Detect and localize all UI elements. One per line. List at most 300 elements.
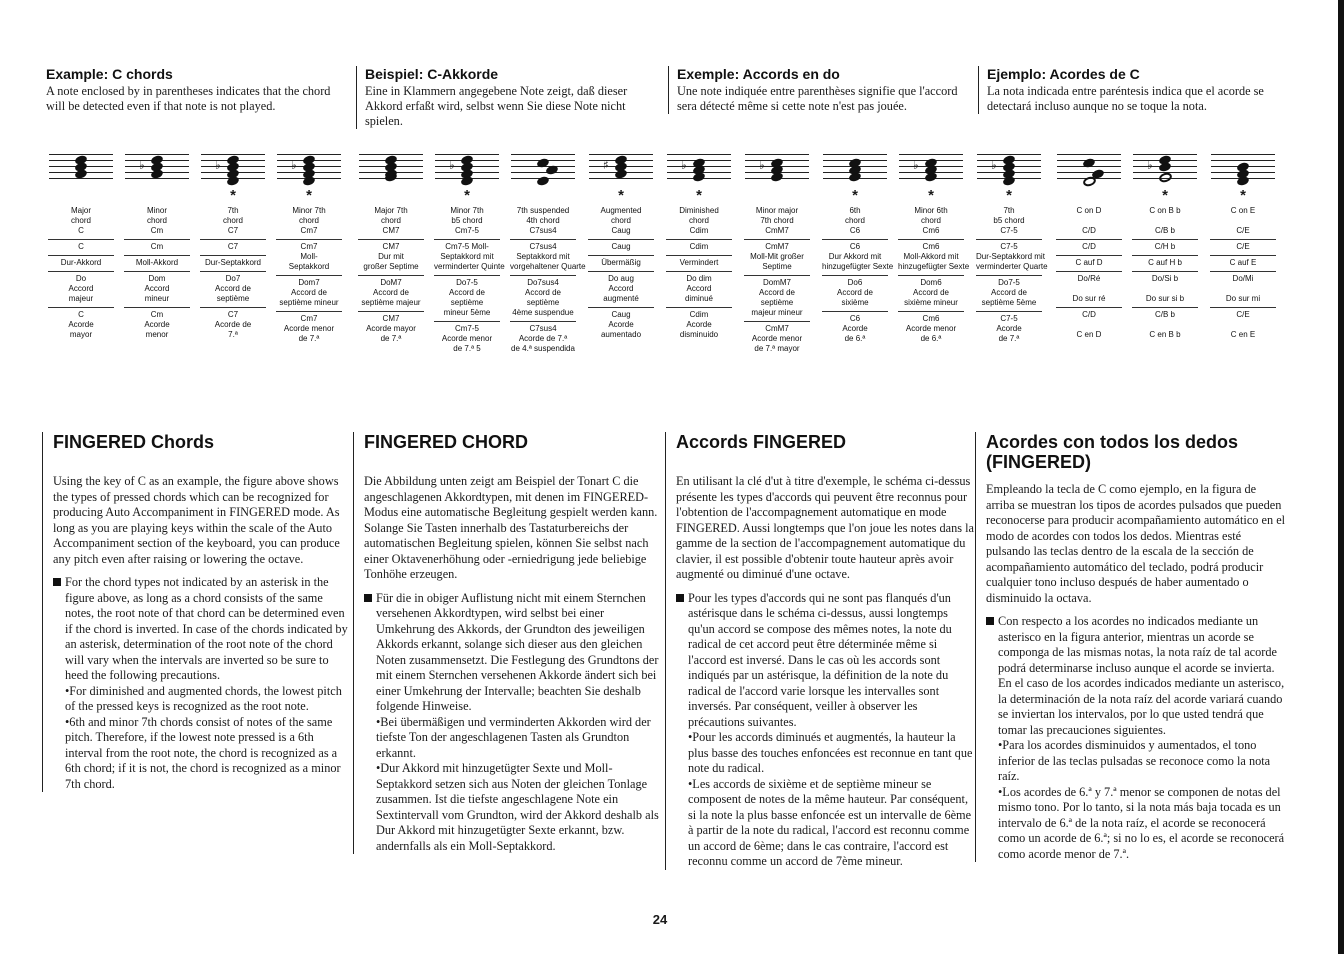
chord-name-fr — [1132, 255, 1198, 271]
chord-name-line: Accord de — [912, 288, 950, 297]
chord-name-line: C — [78, 310, 84, 319]
section-note: •For diminished and augmented chords, the lowest pitch of the pressed keys is recognized as the root note. — [65, 683, 342, 713]
chord-name-de — [822, 239, 894, 275]
chord-name-line: hinzugefügter Sexte — [822, 262, 894, 271]
section-note: •Los acordes de 6.ª y 7.ª menor se componen de notas del mismo tono. Por lo tanto, si la nota más baja tocada es un intervalo de 6.ª de la nota raíz, el acorde se reconocerá como un acorde de 6.ª; si no lo es, el acorde se reconocerá como acorde menor de 7.ª. — [998, 784, 1285, 861]
chord-name-line: 7.ª — [228, 330, 238, 339]
chord-name-it — [898, 275, 964, 311]
chord-name-line: chord — [920, 216, 941, 225]
section-bullet: Pour les types d'accords qui ne sont pas flanqués d'un astérisque dans le schéma ci-dessus, aussi longtemps qu'un accord se compose des mêmes notes, la note du radical de cet accord peut être déterminée même si l'accord est inversé. Dans le cas où les accords sont indiqués par un astérisque, la définition de la note du radical de l'accord varie lorsque les intervalles sont inversés. Par conséquent, veiller à observer les précautions suivantes. — [676, 591, 974, 731]
chord-name-line: Acorde menor — [905, 324, 957, 333]
chord-name-line: chord — [688, 216, 709, 225]
chord-name-fr — [124, 255, 190, 271]
music-staff — [359, 148, 423, 188]
chord-name-it — [510, 275, 576, 321]
chord-name-line: Cm6 — [922, 314, 940, 323]
chord-name-line: C on E — [1230, 206, 1256, 215]
chord-name-line: septième majeur — [361, 298, 421, 307]
section-note: •Bei übermäßigen und verminderten Akkorden wird der tiefste Ton der angeschlagenen Tasten als Grundton erkannt. — [376, 714, 651, 760]
chord-column — [976, 148, 1048, 347]
chord-name-line: verminderter Quarte — [976, 262, 1048, 271]
example-text: Eine in Klammern angegebene Note zeigt, daß dieser Akkord erfaßt wird, selbst wenn Sie diese Note nicht spielen. — [365, 84, 628, 128]
music-staff — [745, 148, 809, 188]
chord-name-line: C — [78, 226, 84, 235]
chord-name-line: 7th — [1003, 206, 1015, 215]
music-staff — [977, 148, 1041, 188]
chord-name-line: Major — [70, 206, 91, 215]
chord-name-line: Cm — [150, 226, 164, 235]
asterisk-marker: * — [464, 187, 470, 204]
chord-name-line — [1210, 284, 1276, 294]
chord-name-it — [822, 275, 888, 311]
chord-name-en — [276, 204, 342, 239]
chord-name-fr — [200, 255, 266, 271]
chord-name-line: Cm — [150, 310, 164, 319]
chord-column — [898, 148, 970, 347]
chord-column — [276, 148, 342, 347]
chord-name-line: Septime — [762, 262, 792, 271]
chord-name-line: C en B b — [1149, 330, 1181, 339]
music-staff — [277, 148, 341, 188]
chord-name-es — [666, 307, 732, 343]
section-bullet: Con respecto a los acordes no indicados mediante un asterisco en la figura anterior, mientras un acorde se componga de las mismas notas, la nota raíz de tal acorde podrá determinarse incluso aunque el acorde se invierta. En el caso de los acordes indicados mediante un asterisco, la determinación de la nota raíz del acorde variará cuando se inviertan los intervalos, por lo que usted tendrá que tomar las precauciones siguientes. — [986, 614, 1287, 738]
chord-name-line: CmM7 — [765, 324, 789, 333]
music-staff — [1057, 148, 1121, 188]
chord-name-line: C7 — [227, 242, 239, 251]
chord-name-line: Do6 — [847, 278, 863, 287]
chord-name-line: C6 — [849, 314, 861, 323]
chord-name-it — [588, 271, 654, 307]
chord-name-line: Cm — [150, 242, 164, 251]
chord-name-line: Dur-Akkord — [60, 258, 102, 267]
section-bullet: For the chord types not indicated by an asterisk in the figure above, as long as a chord consists of the same notes, the root note of that chord can be determined even if the chord is inverted. In case of the chords indicated by an asterisk, determination of the root note of the chord will vary when the intervals are inverted so be sure to heed the following precautions. — [53, 575, 348, 684]
asterisk-marker — [744, 188, 810, 204]
chord-name-de — [276, 239, 342, 275]
chord-name-es — [48, 307, 114, 343]
chord-name-line: C7-5 — [1000, 242, 1018, 251]
chord-name-line: majeur — [68, 294, 94, 303]
chord-name-line: Acorde — [842, 324, 868, 333]
chord-name-es — [200, 307, 266, 343]
chord-name-fr — [666, 255, 732, 271]
chord-name-line: Dom7 — [298, 278, 320, 287]
notehead — [536, 175, 550, 186]
chord-name-line: 6th — [849, 206, 861, 215]
accidental-icon: ♭ — [291, 158, 297, 172]
chord-name-en — [588, 204, 654, 239]
chord-name-line: Septakkord mit — [440, 252, 494, 261]
chord-name-fr — [1056, 255, 1122, 271]
example-text: A note enclosed by in parentheses indicates that the chord will be detected even if that note is not played. — [46, 84, 331, 113]
section-intro: Using the key of C as an example, the figure above shows the types of pressed chords which can be recognized for producing Auto Accompaniment in FINGERED mode. As long as you are playing keys within the scale of the Auto Accompaniment section of the keyboard, you can produce any pitch even after raising or lowering the octave. — [53, 474, 340, 566]
chord-name-line: Do7sus4 — [527, 278, 559, 287]
chord-name-it — [200, 271, 266, 307]
music-staff — [1133, 148, 1197, 188]
chord-name-it — [358, 275, 424, 311]
chord-name-fr — [588, 255, 654, 271]
chord-name-de — [588, 239, 654, 255]
accidental-icon: ♭ — [1147, 158, 1153, 172]
chord-name-line: DoM7 — [380, 278, 402, 287]
chord-name-line: 7th suspended — [516, 206, 570, 215]
chord-name-en — [976, 204, 1042, 239]
chord-name-line: Diminished — [679, 206, 719, 215]
chord-name-line: großer Septime — [363, 262, 419, 271]
asterisk-marker: * — [618, 187, 624, 204]
chord-name-line — [1132, 284, 1198, 294]
chord-name-line: C/B b — [1154, 226, 1175, 235]
music-staff — [1211, 148, 1275, 188]
chord-name-line: Accord — [68, 284, 94, 293]
chord-name-de — [666, 239, 732, 255]
accidental-icon: ♯ — [603, 158, 609, 172]
chord-name-line: C/E — [1236, 242, 1250, 251]
chord-name-line: Acorde de — [214, 320, 252, 329]
chord-name-line: chord — [146, 216, 167, 225]
chord-name-line: C/E — [1236, 310, 1250, 319]
chord-name-de — [358, 239, 424, 275]
chord-name-line: C/D — [1082, 226, 1096, 235]
asterisk-marker: * — [696, 187, 702, 204]
chord-name-es — [898, 311, 964, 347]
chord-name-line — [1056, 284, 1122, 294]
chord-name-line: C/B b — [1154, 310, 1175, 319]
music-staff — [201, 148, 265, 188]
chord-name-line: septième mineur — [279, 298, 339, 307]
chord-name-line: chord — [222, 216, 243, 225]
section-intro: Empleando la tecla de C como ejemplo, en la figura de arriba se muestran los tipos de acordes pulsados que pueden reconocerse para producir acompañamiento automático en el modo de acordes con todos los dedos. Mientras esté pulsando las teclas dentro de la escala de la sección de acompañamiento automático del teclado, podrá producir cualquier tono incluso después de haber aumentado o disminuido la octava. — [986, 482, 1286, 605]
chord-name-line: C auf E — [1229, 258, 1257, 267]
chord-name-line: Do7-5 — [998, 278, 1020, 287]
chord-name-es — [1056, 307, 1122, 343]
section-intro: Die Abbildung unten zeigt am Beispiel der Tonart C die angeschlagenen Akkordtypen, mit denen im FINGERED-Modus eine automatische Begleitung gespielt werden kann. Solange Sie Tasten innerhalb des Tastaturbereichs der automatischen Begleitung spielen, können Sie selbst nach einer Oktavenerhöhung oder -erniedrigung jede beliebige Tonhöhe erzeugen. — [364, 474, 658, 581]
chord-names — [200, 204, 266, 343]
chord-name-line: Vermindert — [679, 258, 719, 267]
example-text: La nota indicada entre paréntesis indica que el acorde se detectará incluso aunque no se toque la nota. — [987, 84, 1264, 113]
chord-name-it — [124, 271, 190, 307]
chord-name-line: b5 chord — [993, 216, 1025, 225]
chord-name-line: C auf D — [1075, 258, 1103, 267]
chord-name-it — [1132, 271, 1198, 307]
chord-name-line: 4th chord — [526, 216, 560, 225]
chord-name-line: septième — [526, 298, 560, 307]
music-staff — [899, 148, 963, 188]
chord-name-line: Minor 6th — [914, 206, 948, 215]
chord-name-line: Accord de — [836, 288, 874, 297]
chord-name-line — [1132, 216, 1198, 226]
chord-name-line: C on B b — [1149, 206, 1181, 215]
example-heading: Beispiel: C-Akkorde — [365, 66, 499, 82]
chord-name-line: Cm7 — [300, 242, 318, 251]
chord-name-line: Moll-Akkord mit — [903, 252, 959, 261]
section-note: •Pour les accords diminués et augmentés, la hauteur la plus basse des touches enfoncées est reconnue en tant que note du radical. — [688, 730, 973, 775]
chord-name-it — [1210, 271, 1276, 307]
chord-name-line: Minor major — [755, 206, 799, 215]
asterisk-marker: * — [928, 187, 934, 204]
chord-name-line: C auf H b — [1148, 258, 1182, 267]
chord-name-line: C/D — [1082, 242, 1096, 251]
chord-name-line: Caug — [611, 242, 631, 251]
chord-name-line: Minor 7th — [450, 206, 484, 215]
chord-column — [200, 148, 266, 343]
chord-name-en — [666, 204, 732, 239]
chord-name-line: Caug — [611, 226, 631, 235]
chord-name-en — [510, 204, 576, 239]
accidental-icon: ♭ — [991, 158, 997, 172]
chord-name-line: Moll- — [300, 252, 318, 261]
chord-name-line: aumentado — [600, 330, 642, 339]
music-staff — [667, 148, 731, 188]
chord-name-it — [976, 275, 1042, 311]
chord-name-line: menor — [145, 330, 169, 339]
chord-name-line: C7sus4 — [529, 242, 557, 251]
chord-name-line: septième — [450, 298, 484, 307]
chord-name-line: CM7 — [382, 242, 400, 251]
section-fr — [665, 432, 974, 870]
chord-name-de — [434, 239, 505, 275]
chord-name-line: septième 5ème — [981, 298, 1037, 307]
chord-names — [976, 204, 1048, 347]
chord-name-line: Accord — [686, 284, 712, 293]
example-heading: Example: C chords — [46, 66, 173, 82]
section-en — [42, 432, 348, 792]
chord-name-line: Acorde menor — [751, 334, 803, 343]
chord-name-line: verminderter Quinte — [434, 262, 505, 271]
chord-column — [124, 148, 190, 343]
chord-name-en — [898, 204, 964, 239]
chord-name-line: C en D — [1076, 330, 1102, 339]
chord-name-en — [1210, 204, 1276, 239]
chord-name-de — [1132, 239, 1198, 255]
example-en — [46, 66, 352, 114]
chord-name-line: 7th — [227, 206, 239, 215]
chord-name-fr — [1210, 255, 1276, 271]
chord-column — [588, 148, 654, 343]
chord-name-line: C — [78, 242, 84, 251]
chord-name-line: C6 — [849, 242, 861, 251]
chord-name-en — [822, 204, 888, 239]
accidental-icon: ♭ — [139, 158, 145, 172]
chord-name-line: Do sur si b — [1145, 294, 1185, 303]
chord-names — [48, 204, 114, 343]
chord-name-it — [434, 275, 500, 321]
chord-name-it — [48, 271, 114, 307]
chord-name-es — [434, 321, 500, 357]
chord-name-line: augmenté — [603, 294, 639, 303]
chord-names — [744, 204, 810, 357]
chord-name-line — [1210, 216, 1276, 226]
chord-name-line: Acorde mayor — [366, 324, 416, 333]
chord-name-line: de 7.ª — [298, 334, 320, 343]
chord-name-line: de 7.ª — [998, 334, 1020, 343]
chord-name-line: CmM7 — [765, 226, 789, 235]
chord-name-es — [822, 311, 888, 347]
accidental-icon: ♭ — [215, 158, 221, 172]
asterisk-marker: * — [230, 187, 236, 204]
chord-name-line: de 6.ª — [920, 334, 942, 343]
notehead — [1158, 171, 1173, 184]
chord-name-line: hinzugefügter Sexte — [898, 262, 970, 271]
chord-name-es — [1210, 307, 1276, 343]
chord-name-line: Dur mit — [378, 252, 404, 261]
chord-name-line: Acorde menor — [283, 324, 335, 333]
chord-name-line: Übermäßig — [601, 258, 641, 267]
example-es — [978, 66, 1284, 114]
chord-name-es — [744, 321, 810, 357]
music-staff — [589, 148, 653, 188]
chord-name-line: chord — [298, 216, 319, 225]
chord-name-line: C6 — [849, 226, 861, 235]
chord-name-line: mineur — [144, 294, 170, 303]
chord-name-line: Do aug — [608, 274, 634, 283]
chord-name-line — [1056, 320, 1122, 330]
chord-name-line: Cm7-5 Moll- — [445, 242, 489, 251]
chord-name-line: DomM7 — [762, 278, 791, 287]
chord-name-line: chord — [380, 216, 401, 225]
chord-name-line: Dur Akkord mit — [828, 252, 882, 261]
chord-name-it — [1056, 271, 1122, 307]
music-staff — [823, 148, 887, 188]
chord-name-line: C7-5 — [1000, 314, 1018, 323]
chord-name-line: C on D — [1076, 206, 1102, 215]
chord-name-fr — [48, 255, 114, 271]
section-intro: En utilisant la clé d'ut à titre d'exemple, le schéma ci-dessus présente les types d'accords qui peuvent être reconnus pour l'obtention de l'accompagnement automatique en mode FINGERED. Aussi longtemps que l'on joue les notes dans la gamme de la section de l'accompagnement automatique du clavier, il est possible d'obtenir toute hauteur après avoir augmenté ou diminué d'une octave. — [676, 474, 975, 581]
chord-name-line: majeur mineur — [751, 308, 803, 317]
chord-name-line: Do/Si b — [1151, 274, 1179, 283]
chord-column — [434, 148, 505, 357]
asterisk-marker — [1056, 188, 1122, 204]
chord-column — [48, 148, 114, 343]
asterisk-marker: * — [1240, 187, 1246, 204]
page-edge-bar — [1338, 0, 1344, 954]
chord-name-es — [588, 307, 654, 343]
chord-name-line: C/H b — [1154, 242, 1176, 251]
chord-name-line: Cm7-5 — [454, 226, 479, 235]
chord-name-es — [510, 321, 576, 357]
chord-names — [510, 204, 586, 357]
chord-name-line: C/D — [1082, 310, 1096, 319]
chord-column — [744, 148, 810, 357]
asterisk-marker — [358, 188, 424, 204]
music-staff — [125, 148, 189, 188]
chord-name-line: 4ème suspendue — [512, 308, 574, 317]
chord-name-line: C7 — [227, 226, 239, 235]
chord-column — [1056, 148, 1122, 343]
chord-name-line: Accord de — [214, 284, 252, 293]
asterisk-marker: * — [1162, 187, 1168, 204]
chord-name-line: Acorde — [68, 320, 94, 329]
chord-name-line: Acorde — [686, 320, 712, 329]
section-heading: Accords FINGERED — [676, 432, 847, 452]
chord-name-line: vorgehaltener Quarte — [510, 262, 586, 271]
chord-names — [1132, 204, 1198, 343]
accidental-icon: ♭ — [449, 158, 455, 172]
chord-name-line — [1056, 216, 1122, 226]
section-es — [975, 432, 1287, 862]
chord-name-line: Cdim — [689, 226, 709, 235]
chord-name-line: Minor 7th — [292, 206, 326, 215]
chord-name-line: Accord de — [524, 288, 562, 297]
chord-name-line: sixième mineur — [904, 298, 958, 307]
chord-names — [588, 204, 654, 343]
chord-name-line: Accord — [144, 284, 170, 293]
chord-name-line: b5 chord — [451, 216, 483, 225]
chord-names — [434, 204, 505, 357]
chord-name-line: mineur 5ème — [443, 308, 491, 317]
chord-name-line: Dom6 — [920, 278, 942, 287]
chord-name-line: Augmented — [600, 206, 642, 215]
chord-name-line: CmM7 — [765, 242, 789, 251]
chord-name-line: diminué — [684, 294, 713, 303]
example-heading: Exemple: Accords en do — [677, 66, 840, 82]
chord-name-line: chord — [610, 216, 631, 225]
accidental-icon: ♭ — [759, 158, 765, 172]
example-text: Une note indiquée entre parenthèses signifie que l'accord sera détecté même si cette note n'est pas jouée. — [677, 84, 958, 113]
chord-name-line: CM7 — [382, 226, 400, 235]
chord-name-line: septième — [760, 298, 794, 307]
example-de — [356, 66, 662, 129]
chord-name-it — [276, 275, 342, 311]
chord-name-line: de 7.ª mayor — [754, 344, 800, 353]
chord-name-line: Do/Mi — [1232, 274, 1254, 283]
chord-name-en — [1056, 204, 1122, 239]
chord-name-line: Do dim — [686, 274, 712, 283]
asterisk-marker — [124, 188, 190, 204]
chord-name-line: Dom — [148, 274, 166, 283]
chord-name-line: Cdim — [689, 242, 709, 251]
chord-names — [1056, 204, 1122, 343]
section-note: •Dur Akkord mit hinzugetügter Sexte und Moll-Septakkord setzen sich aus Noten der gleichen Tonlage zusammen. Ist die tiefste angeschlagene Note ein Sextintervall vom Grundton, wird der Akkord deshalb als Dur Akkord mit hinzugetügter Sexte erkannt, bzw. andernfalls als ein Moll-Septakkord. — [376, 761, 659, 853]
chord-names — [898, 204, 970, 347]
chord-name-line: Do sur ré — [1072, 294, 1106, 303]
chord-name-line: Cdim — [689, 310, 709, 319]
chord-name-es — [976, 311, 1042, 347]
section-bullet: Für die in obiger Auflistung nicht mit einem Sternchen versehenen Akkordtypen, wird selbst bei einer Umkehrung des Akkords, der Grundton des jeweiligen Akkords erkannt, solange sich dieser aus den gleichen Noten zusammensetzt. Die Festlegung des Grundtons der mit einem Sternchen versehenen Akkorde ändert sich bei einer Umkehrung der Intervalle; beachten Sie deshalb folgende Hinweise. — [364, 591, 660, 715]
chord-name-line: Cm7 — [300, 226, 318, 235]
section-heading: FINGERED Chords — [53, 432, 215, 452]
chord-name-de — [48, 239, 114, 255]
section-de — [353, 432, 660, 854]
chord-name-line: C7-5 — [1000, 226, 1018, 235]
chord-names — [358, 204, 424, 347]
example-fr — [668, 66, 972, 114]
chord-names — [276, 204, 342, 347]
section-note: •Les accords de sixième et de septième mineur se composent de notes de la même hauteur. Par conséquent, si la note la plus basse enfoncée est un intervalle de 6ème à partir de la note du radical, l'accord est reconnu comme un accord de 6ème; dans le cas contraire, l'accord est reconnu comme un accord de 7ème mineur. — [688, 776, 972, 868]
chord-name-line: Septakkord mit — [516, 252, 570, 261]
chord-name-line: de 7.ª — [380, 334, 402, 343]
chord-name-line: Do/Ré — [1077, 274, 1101, 283]
chord-column — [510, 148, 586, 357]
chord-name-de — [898, 239, 970, 275]
chord-name-line: chord — [844, 216, 865, 225]
chord-name-line: Accord de — [990, 288, 1028, 297]
section-note: •6th and minor 7th chords consist of notes of the same pitch. Therefore, if the lowest note pressed is a 6th interval from the root note, the chord is recognized as a 6th chord; if it is not, the chord is recognized as a minor 7th chord. — [65, 714, 341, 791]
accidental-icon: ♭ — [913, 158, 919, 172]
asterisk-marker: * — [306, 187, 312, 204]
chord-name-line: de 7.ª 5 — [453, 344, 481, 353]
chord-column — [1132, 148, 1198, 343]
chord-names — [1210, 204, 1276, 343]
chord-names — [124, 204, 190, 343]
chord-name-de — [1056, 239, 1122, 255]
chord-name-line: CM7 — [382, 314, 400, 323]
chord-name-line: Dur-Septakkord mit — [976, 252, 1045, 261]
chord-name-line: Caug — [611, 310, 631, 319]
chord-name-line: C7 — [227, 310, 239, 319]
chord-name-it — [666, 271, 732, 307]
chord-name-line: Do7-5 — [456, 278, 478, 287]
chord-name-line: Acorde menor — [441, 334, 493, 343]
